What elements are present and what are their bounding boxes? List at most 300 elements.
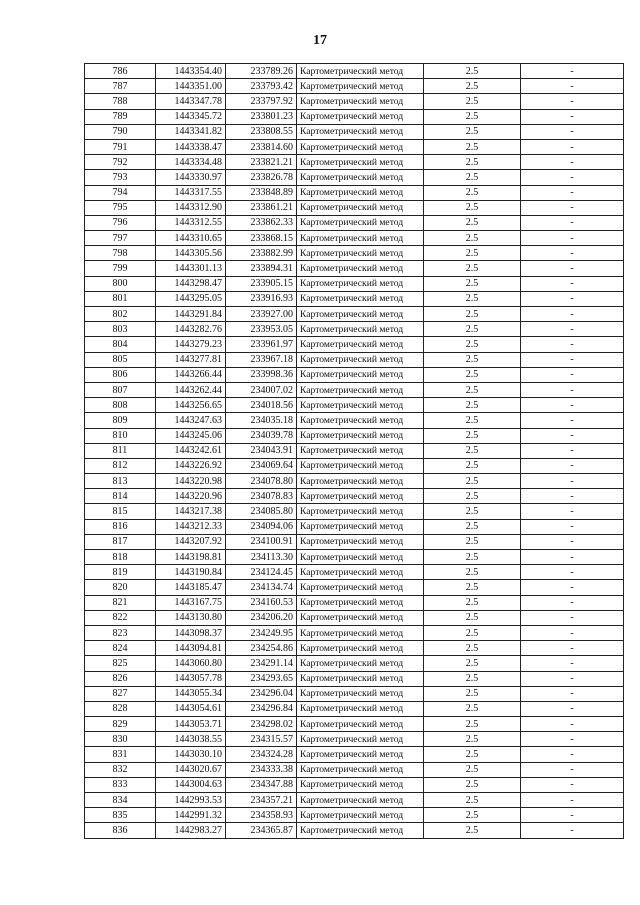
table-row [85, 443, 624, 458]
y-coordinate-cell: 234357.21 [226, 793, 297, 808]
point-number-cell: 822 [85, 610, 156, 625]
table-row [85, 261, 624, 276]
accuracy-cell: 2.5 [424, 610, 521, 625]
x-coordinate-cell: 1442983.27 [156, 823, 226, 838]
table-row [85, 504, 624, 519]
accuracy-cell: 2.5 [424, 382, 521, 397]
table-row [85, 246, 624, 261]
note-cell: - [521, 565, 624, 580]
x-coordinate-cell: 1443220.96 [156, 489, 226, 504]
point-number-cell: 820 [85, 580, 156, 595]
x-coordinate-cell: 1443226.92 [156, 458, 226, 473]
note-cell: - [521, 124, 624, 139]
method-cell: Картометрический метод [297, 625, 424, 640]
y-coordinate-cell: 233998.36 [226, 367, 297, 382]
y-coordinate-cell: 233861.21 [226, 200, 297, 215]
accuracy-cell: 2.5 [424, 185, 521, 200]
point-number-cell: 835 [85, 808, 156, 823]
table-row [85, 79, 624, 94]
note-cell: - [521, 519, 624, 534]
accuracy-cell: 2.5 [424, 94, 521, 109]
note-cell: - [521, 155, 624, 170]
accuracy-cell: 2.5 [424, 793, 521, 808]
note-cell: - [521, 413, 624, 428]
point-number-cell: 791 [85, 139, 156, 154]
x-coordinate-cell: 1443334.48 [156, 155, 226, 170]
table-row [85, 458, 624, 473]
point-number-cell: 814 [85, 489, 156, 504]
x-coordinate-cell: 1443305.56 [156, 246, 226, 261]
method-cell: Картометрический метод [297, 823, 424, 838]
table-row [85, 170, 624, 185]
point-number-cell: 787 [85, 79, 156, 94]
point-number-cell: 792 [85, 155, 156, 170]
method-cell: Картометрический метод [297, 458, 424, 473]
x-coordinate-cell: 1443212.33 [156, 519, 226, 534]
note-cell: - [521, 732, 624, 747]
method-cell: Картометрический метод [297, 519, 424, 534]
table-row [85, 701, 624, 716]
method-cell: Картометрический метод [297, 565, 424, 580]
table-row [85, 625, 624, 640]
x-coordinate-cell: 1443038.55 [156, 732, 226, 747]
accuracy-cell: 2.5 [424, 550, 521, 565]
x-coordinate-cell: 1443055.34 [156, 686, 226, 701]
x-coordinate-cell: 1443060.80 [156, 656, 226, 671]
note-cell: - [521, 580, 624, 595]
y-coordinate-cell: 233848.89 [226, 185, 297, 200]
note-cell: - [521, 185, 624, 200]
table-row [85, 747, 624, 762]
point-number-cell: 832 [85, 762, 156, 777]
point-number-cell: 805 [85, 352, 156, 367]
y-coordinate-cell: 234113.30 [226, 550, 297, 565]
coordinates-table [84, 63, 624, 839]
point-number-cell: 800 [85, 276, 156, 291]
method-cell: Картометрический метод [297, 337, 424, 352]
point-number-cell: 798 [85, 246, 156, 261]
method-cell: Картометрический метод [297, 124, 424, 139]
method-cell: Картометрический метод [297, 398, 424, 413]
x-coordinate-cell: 1443054.61 [156, 701, 226, 716]
y-coordinate-cell: 233793.42 [226, 79, 297, 94]
point-number-cell: 797 [85, 231, 156, 246]
note-cell: - [521, 352, 624, 367]
page-number: 17 [313, 33, 327, 48]
accuracy-cell: 2.5 [424, 170, 521, 185]
table-row [85, 155, 624, 170]
accuracy-cell: 2.5 [424, 291, 521, 306]
x-coordinate-cell: 1443345.72 [156, 109, 226, 124]
note-cell: - [521, 79, 624, 94]
point-number-cell: 794 [85, 185, 156, 200]
note-cell: - [521, 747, 624, 762]
table-row [85, 291, 624, 306]
method-cell: Картометрический метод [297, 550, 424, 565]
table-row [85, 823, 624, 838]
point-number-cell: 813 [85, 474, 156, 489]
accuracy-cell: 2.5 [424, 777, 521, 792]
note-cell: - [521, 94, 624, 109]
accuracy-cell: 2.5 [424, 413, 521, 428]
x-coordinate-cell: 1443351.00 [156, 79, 226, 94]
table-row [85, 717, 624, 732]
y-coordinate-cell: 234078.83 [226, 489, 297, 504]
method-cell: Картометрический метод [297, 428, 424, 443]
point-number-cell: 830 [85, 732, 156, 747]
point-number-cell: 821 [85, 595, 156, 610]
accuracy-cell: 2.5 [424, 489, 521, 504]
point-number-cell: 795 [85, 200, 156, 215]
note-cell: - [521, 170, 624, 185]
point-number-cell: 811 [85, 443, 156, 458]
y-coordinate-cell: 233894.31 [226, 261, 297, 276]
method-cell: Картометрический метод [297, 671, 424, 686]
accuracy-cell: 2.5 [424, 352, 521, 367]
x-coordinate-cell: 1443354.40 [156, 64, 226, 79]
x-coordinate-cell: 1443282.76 [156, 322, 226, 337]
method-cell: Картометрический метод [297, 261, 424, 276]
accuracy-cell: 2.5 [424, 641, 521, 656]
accuracy-cell: 2.5 [424, 322, 521, 337]
note-cell: - [521, 64, 624, 79]
note-cell: - [521, 215, 624, 230]
y-coordinate-cell: 234365.87 [226, 823, 297, 838]
point-number-cell: 803 [85, 322, 156, 337]
accuracy-cell: 2.5 [424, 595, 521, 610]
x-coordinate-cell: 1443207.92 [156, 534, 226, 549]
method-cell: Картометрический метод [297, 352, 424, 367]
note-cell: - [521, 686, 624, 701]
note-cell: - [521, 231, 624, 246]
method-cell: Картометрический метод [297, 291, 424, 306]
method-cell: Картометрический метод [297, 701, 424, 716]
table-row [85, 610, 624, 625]
method-cell: Картометрический метод [297, 231, 424, 246]
y-coordinate-cell: 234035.18 [226, 413, 297, 428]
method-cell: Картометрический метод [297, 580, 424, 595]
accuracy-cell: 2.5 [424, 519, 521, 534]
accuracy-cell: 2.5 [424, 337, 521, 352]
y-coordinate-cell: 234007.02 [226, 382, 297, 397]
table-row [85, 641, 624, 656]
x-coordinate-cell: 1443338.47 [156, 139, 226, 154]
x-coordinate-cell: 1443004.63 [156, 777, 226, 792]
method-cell: Картометрический метод [297, 215, 424, 230]
table-row [85, 686, 624, 701]
table-row [85, 215, 624, 230]
accuracy-cell: 2.5 [424, 747, 521, 762]
accuracy-cell: 2.5 [424, 155, 521, 170]
y-coordinate-cell: 234085.80 [226, 504, 297, 519]
table-row [85, 382, 624, 397]
note-cell: - [521, 762, 624, 777]
x-coordinate-cell: 1443256.65 [156, 398, 226, 413]
y-coordinate-cell: 234298.02 [226, 717, 297, 732]
x-coordinate-cell: 1443301.13 [156, 261, 226, 276]
y-coordinate-cell: 233808.55 [226, 124, 297, 139]
point-number-cell: 786 [85, 64, 156, 79]
note-cell: - [521, 261, 624, 276]
x-coordinate-cell: 1443217.38 [156, 504, 226, 519]
point-number-cell: 801 [85, 291, 156, 306]
accuracy-cell: 2.5 [424, 656, 521, 671]
accuracy-cell: 2.5 [424, 808, 521, 823]
point-number-cell: 825 [85, 656, 156, 671]
accuracy-cell: 2.5 [424, 701, 521, 716]
note-cell: - [521, 246, 624, 261]
x-coordinate-cell: 1443167.75 [156, 595, 226, 610]
table-row [85, 580, 624, 595]
x-coordinate-cell: 1443094.81 [156, 641, 226, 656]
point-number-cell: 804 [85, 337, 156, 352]
table-row [85, 777, 624, 792]
x-coordinate-cell: 1443291.84 [156, 307, 226, 322]
table-row [85, 322, 624, 337]
x-coordinate-cell: 1443098.37 [156, 625, 226, 640]
y-coordinate-cell: 233967.18 [226, 352, 297, 367]
point-number-cell: 828 [85, 701, 156, 716]
point-number-cell: 808 [85, 398, 156, 413]
x-coordinate-cell: 1443277.81 [156, 352, 226, 367]
point-number-cell: 793 [85, 170, 156, 185]
accuracy-cell: 2.5 [424, 246, 521, 261]
x-coordinate-cell: 1443312.55 [156, 215, 226, 230]
table-row [85, 307, 624, 322]
note-cell: - [521, 504, 624, 519]
method-cell: Картометрический метод [297, 64, 424, 79]
table-row [85, 762, 624, 777]
point-number-cell: 829 [85, 717, 156, 732]
note-cell: - [521, 458, 624, 473]
note-cell: - [521, 717, 624, 732]
x-coordinate-cell: 1443185.47 [156, 580, 226, 595]
x-coordinate-cell: 1443057.78 [156, 671, 226, 686]
y-coordinate-cell: 234069.64 [226, 458, 297, 473]
accuracy-cell: 2.5 [424, 504, 521, 519]
table-row [85, 139, 624, 154]
accuracy-cell: 2.5 [424, 474, 521, 489]
point-number-cell: 810 [85, 428, 156, 443]
method-cell: Картометрический метод [297, 717, 424, 732]
note-cell: - [521, 534, 624, 549]
point-number-cell: 819 [85, 565, 156, 580]
accuracy-cell: 2.5 [424, 79, 521, 94]
point-number-cell: 802 [85, 307, 156, 322]
table-row [85, 124, 624, 139]
accuracy-cell: 2.5 [424, 823, 521, 838]
accuracy-cell: 2.5 [424, 458, 521, 473]
y-coordinate-cell: 234078.80 [226, 474, 297, 489]
y-coordinate-cell: 233862.33 [226, 215, 297, 230]
y-coordinate-cell: 234324.28 [226, 747, 297, 762]
y-coordinate-cell: 233801.23 [226, 109, 297, 124]
accuracy-cell: 2.5 [424, 276, 521, 291]
method-cell: Картометрический метод [297, 793, 424, 808]
note-cell: - [521, 641, 624, 656]
y-coordinate-cell: 233953.05 [226, 322, 297, 337]
note-cell: - [521, 367, 624, 382]
y-coordinate-cell: 234249.95 [226, 625, 297, 640]
x-coordinate-cell: 1443198.81 [156, 550, 226, 565]
x-coordinate-cell: 1443247.63 [156, 413, 226, 428]
accuracy-cell: 2.5 [424, 215, 521, 230]
x-coordinate-cell: 1443341.82 [156, 124, 226, 139]
table-row [85, 550, 624, 565]
accuracy-cell: 2.5 [424, 367, 521, 382]
accuracy-cell: 2.5 [424, 565, 521, 580]
method-cell: Картометрический метод [297, 185, 424, 200]
x-coordinate-cell: 1443030.10 [156, 747, 226, 762]
x-coordinate-cell: 1443295.05 [156, 291, 226, 306]
note-cell: - [521, 550, 624, 565]
method-cell: Картометрический метод [297, 762, 424, 777]
note-cell: - [521, 808, 624, 823]
note-cell: - [521, 610, 624, 625]
point-number-cell: 833 [85, 777, 156, 792]
accuracy-cell: 2.5 [424, 307, 521, 322]
note-cell: - [521, 109, 624, 124]
point-number-cell: 796 [85, 215, 156, 230]
method-cell: Картометрический метод [297, 413, 424, 428]
point-number-cell: 815 [85, 504, 156, 519]
method-cell: Картометрический метод [297, 276, 424, 291]
method-cell: Картометрический метод [297, 808, 424, 823]
point-number-cell: 827 [85, 686, 156, 701]
y-coordinate-cell: 234347.88 [226, 777, 297, 792]
x-coordinate-cell: 1443298.47 [156, 276, 226, 291]
y-coordinate-cell: 234100.91 [226, 534, 297, 549]
y-coordinate-cell: 233882.99 [226, 246, 297, 261]
x-coordinate-cell: 1443053.71 [156, 717, 226, 732]
y-coordinate-cell: 234206.20 [226, 610, 297, 625]
accuracy-cell: 2.5 [424, 139, 521, 154]
point-number-cell: 824 [85, 641, 156, 656]
y-coordinate-cell: 234043.91 [226, 443, 297, 458]
note-cell: - [521, 595, 624, 610]
y-coordinate-cell: 233927.00 [226, 307, 297, 322]
method-cell: Картометрический метод [297, 367, 424, 382]
method-cell: Картометрический метод [297, 155, 424, 170]
method-cell: Картометрический метод [297, 489, 424, 504]
table-row [85, 185, 624, 200]
note-cell: - [521, 777, 624, 792]
note-cell: - [521, 625, 624, 640]
x-coordinate-cell: 1442991.32 [156, 808, 226, 823]
x-coordinate-cell: 1443245.06 [156, 428, 226, 443]
accuracy-cell: 2.5 [424, 428, 521, 443]
y-coordinate-cell: 234333.38 [226, 762, 297, 777]
y-coordinate-cell: 233961.97 [226, 337, 297, 352]
table-row [85, 489, 624, 504]
method-cell: Картометрический метод [297, 200, 424, 215]
method-cell: Картометрический метод [297, 474, 424, 489]
accuracy-cell: 2.5 [424, 231, 521, 246]
table-row [85, 200, 624, 215]
y-coordinate-cell: 234018.56 [226, 398, 297, 413]
note-cell: - [521, 474, 624, 489]
accuracy-cell: 2.5 [424, 124, 521, 139]
coordinates-table-body [85, 64, 624, 839]
y-coordinate-cell: 233868.15 [226, 231, 297, 246]
table-row [85, 671, 624, 686]
x-coordinate-cell: 1443130.80 [156, 610, 226, 625]
table-row [85, 64, 624, 79]
point-number-cell: 834 [85, 793, 156, 808]
table-row [85, 276, 624, 291]
x-coordinate-cell: 1443242.61 [156, 443, 226, 458]
y-coordinate-cell: 233916.93 [226, 291, 297, 306]
method-cell: Картометрический метод [297, 322, 424, 337]
point-number-cell: 789 [85, 109, 156, 124]
note-cell: - [521, 656, 624, 671]
method-cell: Картометрический метод [297, 732, 424, 747]
y-coordinate-cell: 234124.45 [226, 565, 297, 580]
y-coordinate-cell: 233826.78 [226, 170, 297, 185]
accuracy-cell: 2.5 [424, 762, 521, 777]
table-row [85, 793, 624, 808]
x-coordinate-cell: 1443266.44 [156, 367, 226, 382]
y-coordinate-cell: 234291.14 [226, 656, 297, 671]
y-coordinate-cell: 233905.15 [226, 276, 297, 291]
accuracy-cell: 2.5 [424, 64, 521, 79]
note-cell: - [521, 489, 624, 504]
point-number-cell: 831 [85, 747, 156, 762]
point-number-cell: 836 [85, 823, 156, 838]
note-cell: - [521, 443, 624, 458]
accuracy-cell: 2.5 [424, 398, 521, 413]
note-cell: - [521, 291, 624, 306]
accuracy-cell: 2.5 [424, 200, 521, 215]
method-cell: Картометрический метод [297, 686, 424, 701]
point-number-cell: 807 [85, 382, 156, 397]
x-coordinate-cell: 1443317.55 [156, 185, 226, 200]
table-row [85, 367, 624, 382]
note-cell: - [521, 398, 624, 413]
method-cell: Картометрический метод [297, 109, 424, 124]
method-cell: Картометрический метод [297, 656, 424, 671]
y-coordinate-cell: 234315.57 [226, 732, 297, 747]
table-row [85, 565, 624, 580]
point-number-cell: 826 [85, 671, 156, 686]
method-cell: Картометрический метод [297, 443, 424, 458]
table-row [85, 474, 624, 489]
point-number-cell: 806 [85, 367, 156, 382]
accuracy-cell: 2.5 [424, 732, 521, 747]
method-cell: Картометрический метод [297, 747, 424, 762]
y-coordinate-cell: 234160.53 [226, 595, 297, 610]
point-number-cell: 809 [85, 413, 156, 428]
method-cell: Картометрический метод [297, 170, 424, 185]
y-coordinate-cell: 234134.74 [226, 580, 297, 595]
point-number-cell: 816 [85, 519, 156, 534]
table-row [85, 413, 624, 428]
accuracy-cell: 2.5 [424, 671, 521, 686]
accuracy-cell: 2.5 [424, 443, 521, 458]
accuracy-cell: 2.5 [424, 534, 521, 549]
x-coordinate-cell: 1443220.98 [156, 474, 226, 489]
table-row [85, 519, 624, 534]
point-number-cell: 799 [85, 261, 156, 276]
y-coordinate-cell: 234296.84 [226, 701, 297, 716]
y-coordinate-cell: 233821.21 [226, 155, 297, 170]
accuracy-cell: 2.5 [424, 261, 521, 276]
y-coordinate-cell: 233814.60 [226, 139, 297, 154]
table-row [85, 352, 624, 367]
table-row [85, 808, 624, 823]
point-number-cell: 823 [85, 625, 156, 640]
x-coordinate-cell: 1443190.84 [156, 565, 226, 580]
